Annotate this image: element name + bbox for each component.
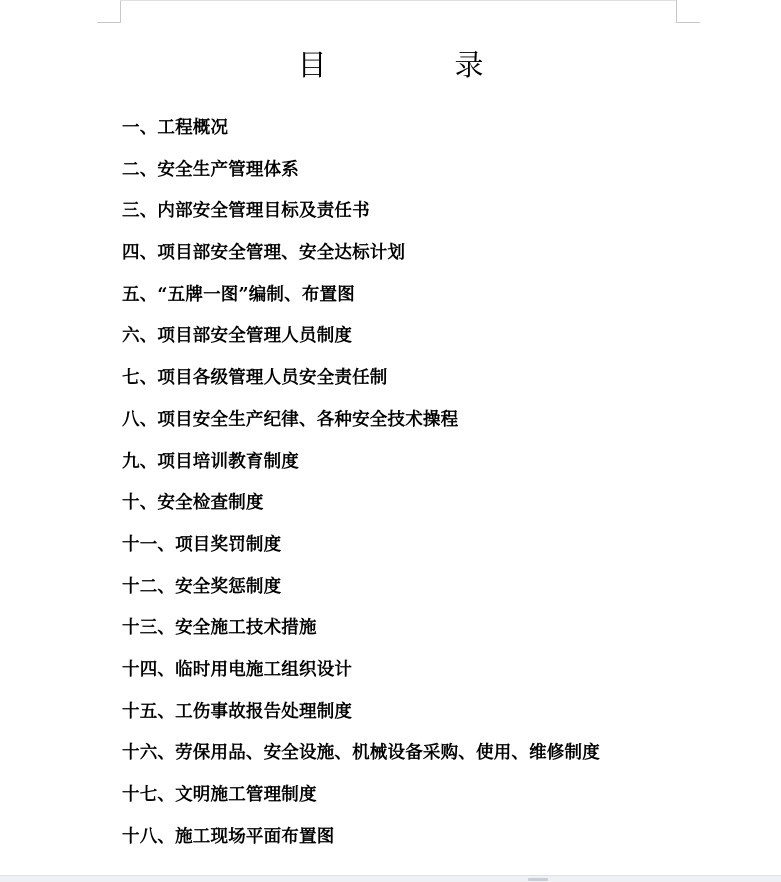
toc-item: 一、工程概况 — [122, 118, 229, 138]
title-char-2: 录 — [454, 48, 484, 83]
margin-corner-mark-right — [676, 0, 700, 23]
table-of-contents — [122, 114, 600, 864]
margin-corner-mark-left — [97, 0, 121, 23]
toc-item: 十五、工伤事故报告处理制度 — [122, 701, 353, 722]
toc-item: 七、项目各级管理人员安全责任制 — [122, 368, 388, 389]
toc-item: 八、项目安全生产纪律、各种安全技术操程 — [122, 409, 459, 430]
toc-item: 五、“五牌一图”编制、布置图 — [122, 284, 355, 305]
toc-item: 九、项目培训教育制度 — [122, 451, 299, 472]
page-top-edge — [120, 0, 676, 1]
page-title — [0, 45, 781, 85]
toc-item: 六、项目部安全管理人员制度 — [122, 326, 353, 347]
toc-item: 十四、临时用电施工组织设计 — [122, 659, 353, 680]
title-char-1: 目 — [297, 48, 327, 83]
toc-item: 三、内部安全管理目标及责任书 — [122, 201, 370, 222]
toc-item: 十八、施工现场平面布置图 — [122, 826, 335, 847]
toc-item: 十、安全检查制度 — [122, 493, 264, 514]
toc-item: 二、安全生产管理体系 — [122, 159, 299, 180]
toc-item: 十六、劳保用品、安全设施、机械设备采购、使用、维修制度 — [122, 743, 600, 764]
toc-item: 十三、安全施工技术措施 — [122, 618, 317, 639]
toc-item: 十一、项目奖罚制度 — [122, 534, 282, 555]
toc-item: 四、项目部安全管理、安全达标计划 — [122, 243, 406, 264]
horizontal-scrollbar[interactable] — [0, 875, 781, 882]
scrollbar-handle[interactable] — [528, 878, 548, 881]
toc-item: 十七、文明施工管理制度 — [122, 785, 317, 805]
toc-item: 十二、安全奖惩制度 — [122, 576, 282, 597]
